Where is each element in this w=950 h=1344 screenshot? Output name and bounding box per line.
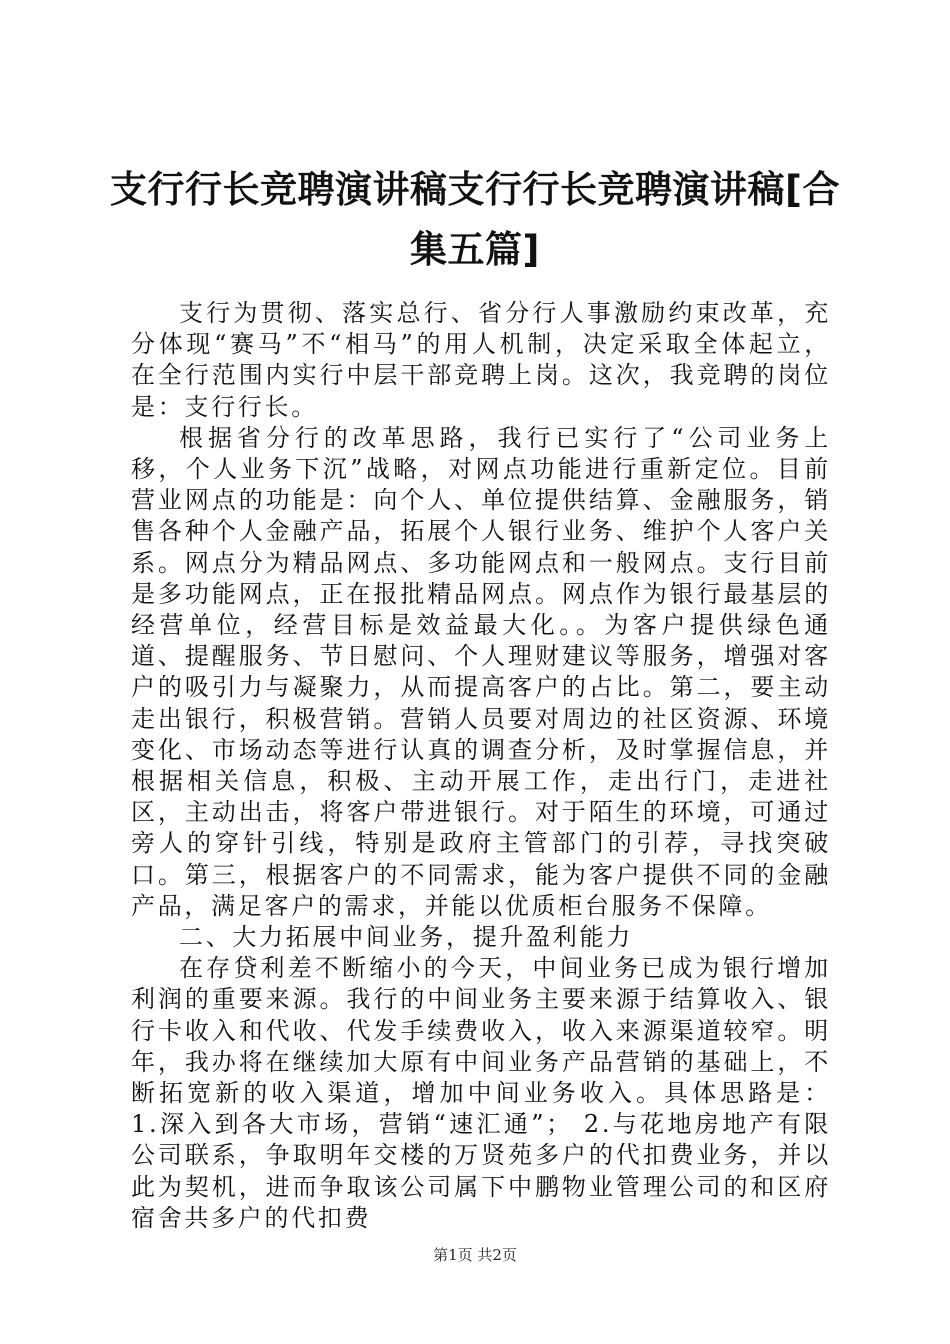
paragraph-intermediate-business: 在存贷利差不断缩小的今天，中间业务已成为银行增加利润的重要来源。我行的中间业务主要来源于结算收入、银行卡收入和代收、代发手续费收入，收入来源渠道较窄。明年，我办将在继续加大原有中间业务产品营销的基础上，不断拓宽新的收入渠道，增加中间业务收入。具体思路是： 1.深入到各大市场，营销“速汇通”； 2.与花地房地产有限公司联系，争取明年交楼的万贤苑多户的代扣费业务，并以此为契机，进而争取该公司属下中鹏物业管理公司的和区府宿舍共多户的代扣费 [131,954,831,1232]
paragraph-outlet-strategy: 根据省分行的改革思路，我行已实行了“公司业务上移，个人业务下沉”战略，对网点功能进行重新定位。目前营业网点的功能是：向个人、单位提供结算、金融服务，销售各种个人金融产品，拓展个人银行业务、维护个人客户关系。网点分为精品网点、多功能网点和一般网点。支行目前是多功能网点，正在报批精品网点。网点作为银行最基层的经营单位，经营目标是效益最大化。。为客户提供绿色通道、提醒服务、节日慰问、个人理财建议等服务，增强对客户的吸引力与凝聚力，从而提高客户的占比。第二，要主动走出银行，积极营销。营销人员要对周边的社区资源、环境变化、市场动态等进行认真的调查分析，及时掌握信息，并根据相关信息，积极、主动开展工作，走出行门，走进社区，主动出击，将客户带进银行。对于陌生的环境，可通过旁人的穿针引线，特别是政府主管部门的引荐，寻找突破口。第三，根据客户的不同需求，能为客户提供不同的金融产品，满足客户的需求，并能以优质柜台服务不保障。 [131,423,831,920]
section-heading: 二、大力拓展中间业务，提升盈利能力 [179,923,633,952]
page-footer: 第1页 共2页 [433,1246,517,1264]
document-title: 支行行长竞聘演讲稿支行行长竞聘演讲稿[合集五篇] [110,168,840,271]
paragraph-intro: 支行为贯彻、落实总行、省分行人事激励约束改革，充分体现“赛马”不“相马”的用人机制，决定采取全体起立，在全行范围内实行中层干部竞聘上岗。这次，我竞聘的岗位是：支行行长。 [131,299,831,421]
document-body [131,298,831,1234]
